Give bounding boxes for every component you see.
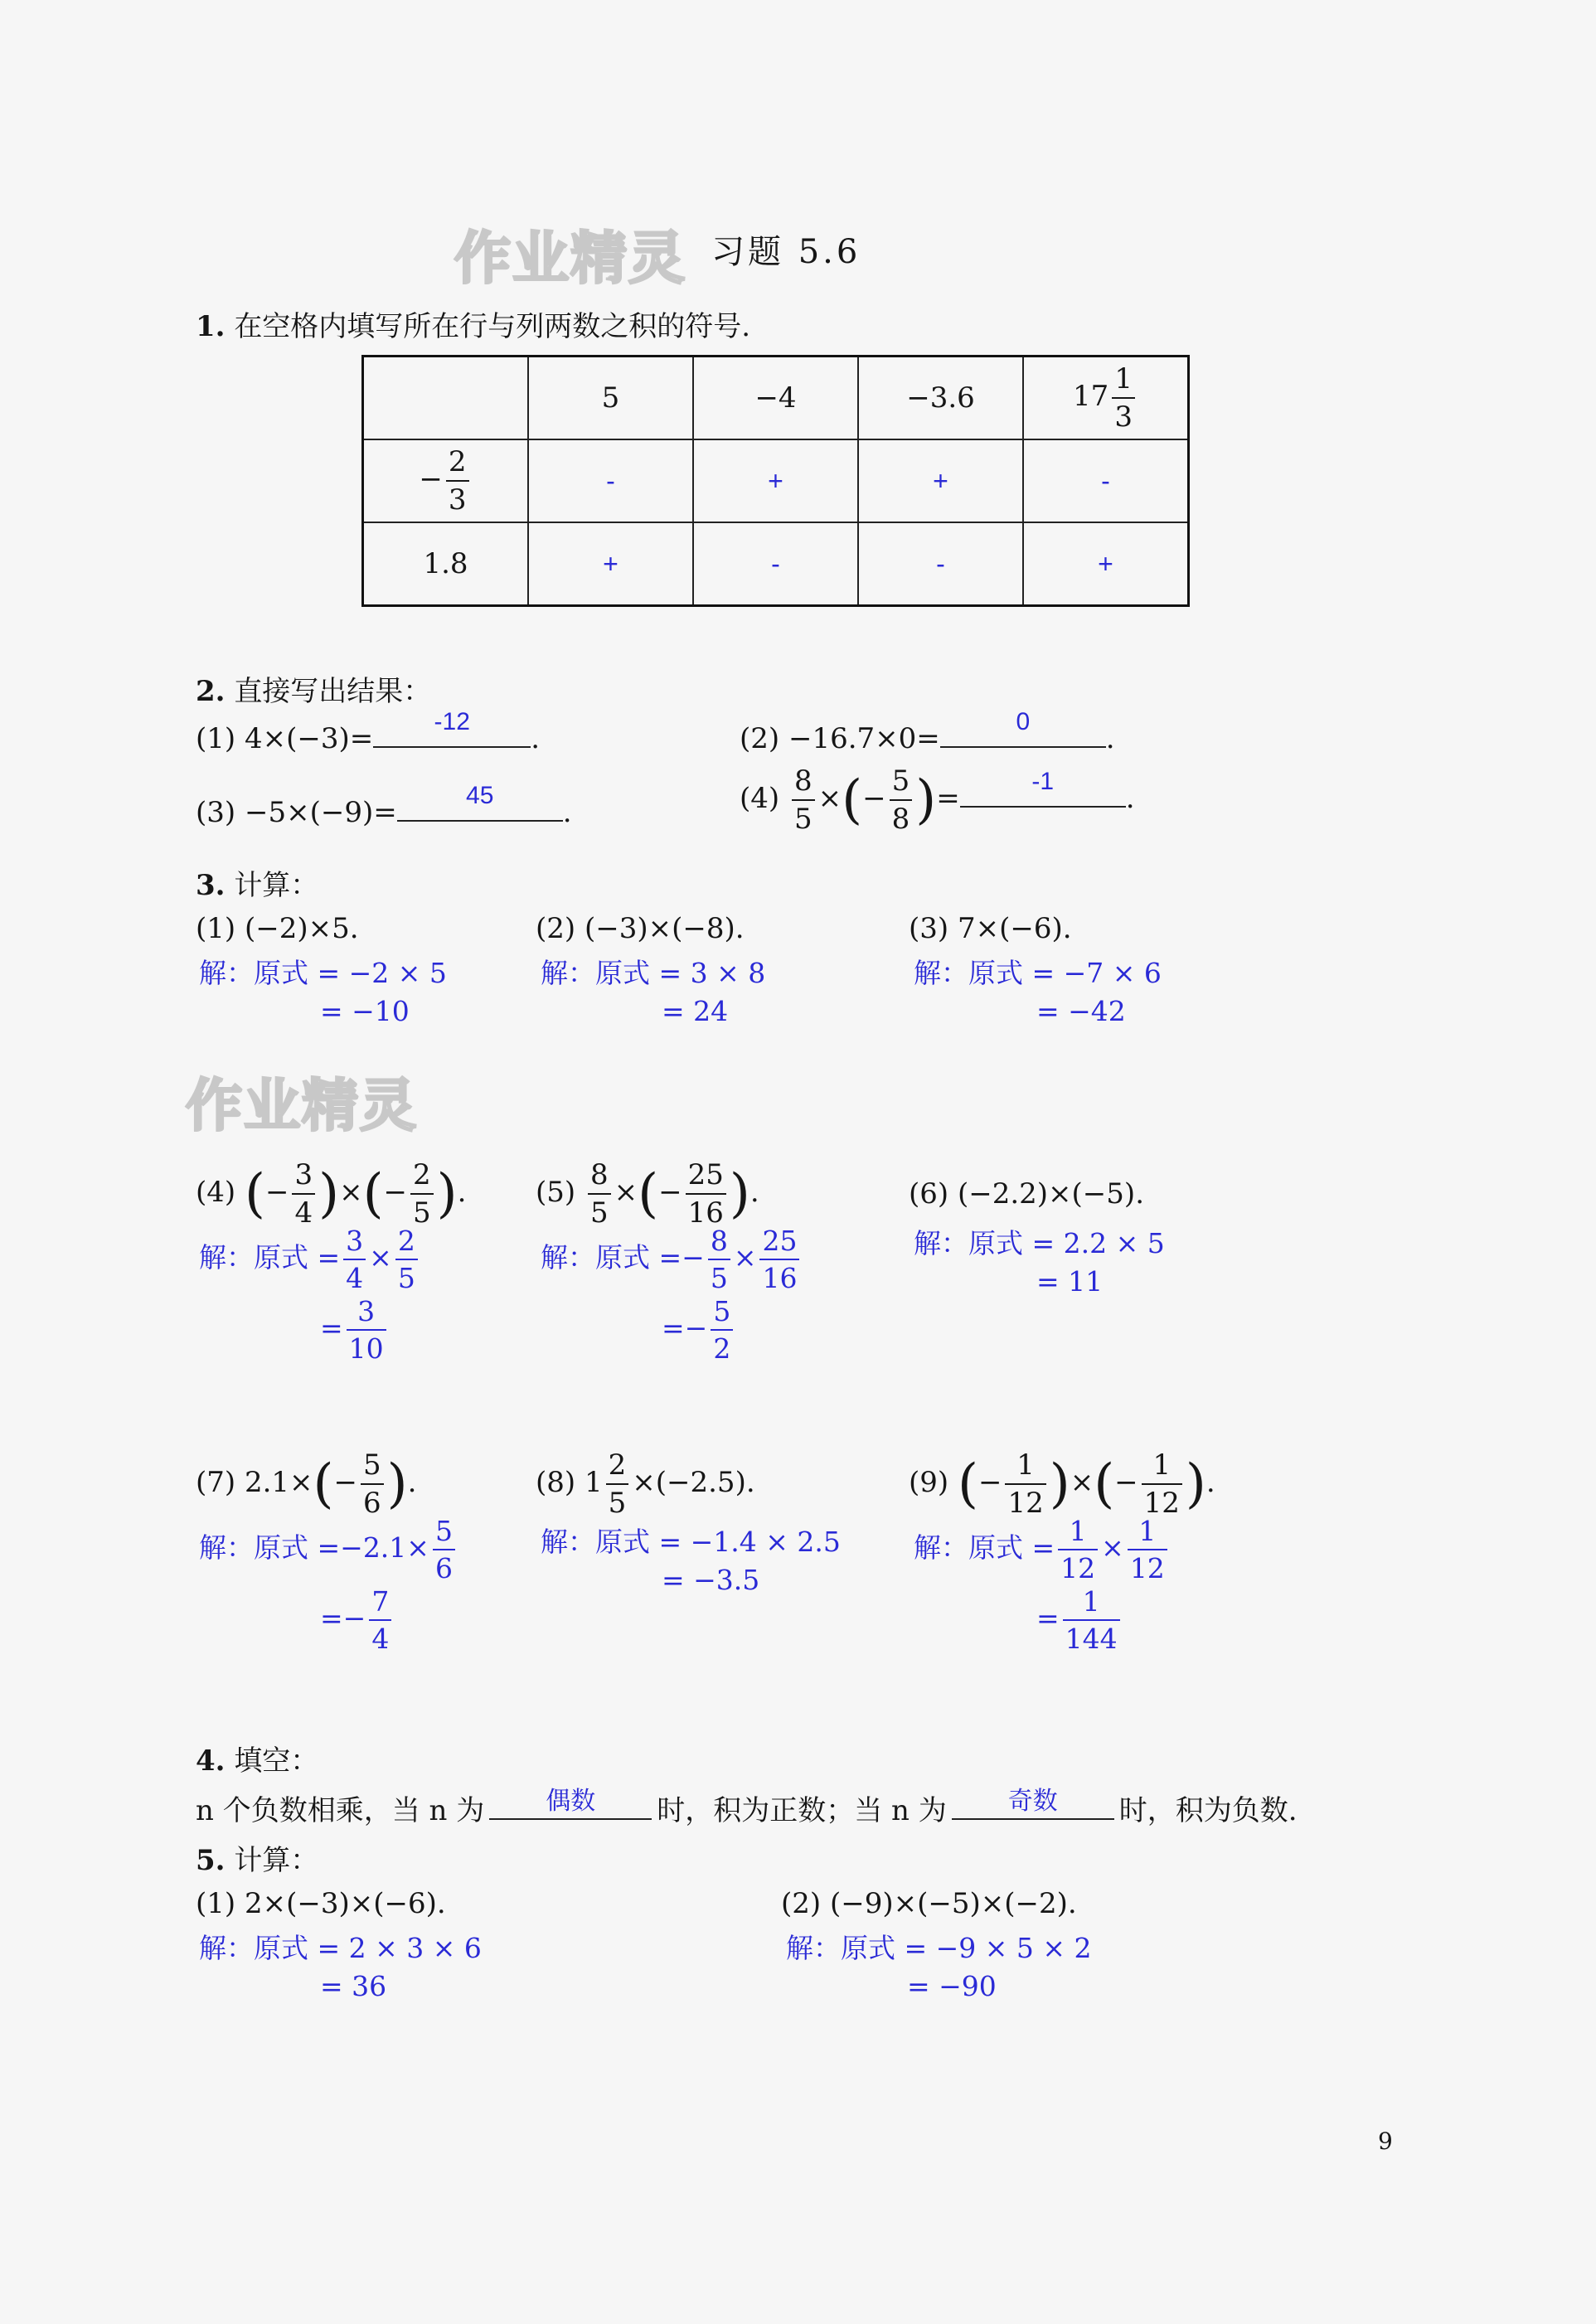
mixed-number-whole: 17 xyxy=(1073,380,1109,413)
numerator: 5 xyxy=(891,764,910,798)
denominator: 6 xyxy=(361,1483,384,1517)
solution-step: = −1.4 × 2.5 xyxy=(658,1526,841,1558)
q5-part-1-solution-line-2: = 36 xyxy=(320,1970,387,2002)
minus-sign: − xyxy=(419,463,443,496)
right-paren: ) xyxy=(318,1163,340,1225)
fraction xyxy=(292,1158,315,1230)
problem-label: (4) xyxy=(740,782,780,815)
numerator: 2 xyxy=(608,1448,627,1482)
q3-part-6-solution-line-2: = 11 xyxy=(1036,1265,1104,1298)
problem-text: ×(−2.5). xyxy=(632,1466,755,1499)
table-header-row xyxy=(363,357,1189,440)
problem-label: (5) xyxy=(536,1176,576,1209)
period: . xyxy=(1125,782,1135,815)
denominator: 12 xyxy=(1128,1549,1167,1582)
fraction xyxy=(1112,362,1135,434)
numerator: 1 xyxy=(1152,1448,1172,1482)
solution-prefix: 解：原式 xyxy=(199,957,308,989)
fraction xyxy=(446,445,469,517)
table-row-label: 1.8 xyxy=(363,522,529,606)
answer-cell: - xyxy=(858,522,1023,606)
q5-part-2-solution-line-2: = −90 xyxy=(907,1970,997,2002)
answer-blank xyxy=(373,708,531,748)
numerator: 5 xyxy=(713,1295,731,1327)
numerator: 1 xyxy=(1016,1448,1035,1482)
numerator: 1 xyxy=(1138,1515,1157,1547)
numerator: 8 xyxy=(793,764,813,798)
period: . xyxy=(407,1466,417,1499)
denominator: 144 xyxy=(1063,1619,1120,1652)
denominator: 5 xyxy=(395,1259,418,1292)
q3-part-3: (3) 7×(−6). xyxy=(909,912,1072,945)
left-paren: ( xyxy=(842,769,863,831)
solution-prefix: 解：原式 xyxy=(199,1241,308,1274)
minus-sign: − xyxy=(333,1466,357,1499)
minus-sign: − xyxy=(1114,1466,1138,1499)
answer-cell: - xyxy=(528,439,693,522)
period: . xyxy=(1205,1466,1215,1499)
question-text: 填空： xyxy=(234,1744,319,1778)
answer-text: 偶数 xyxy=(546,1788,596,1815)
question-number: 4. xyxy=(196,1744,226,1778)
q5-part-2-solution-line-1 xyxy=(786,1927,1092,1966)
solution-prefix: 解：原式 xyxy=(914,957,1023,989)
answer-cell: - xyxy=(693,522,858,606)
solution-prefix: 解：原式 xyxy=(541,957,650,989)
question-text: 计算： xyxy=(234,869,319,902)
q3-part-6: (6) (−2.2)×(−5). xyxy=(909,1177,1145,1211)
table-header-cell: −3.6 xyxy=(858,357,1023,440)
question-5 xyxy=(196,1837,318,1878)
denominator: 5 xyxy=(410,1193,434,1227)
numerator: 3 xyxy=(357,1295,376,1327)
denominator: 2 xyxy=(711,1329,733,1362)
answer-cell: + xyxy=(858,439,1023,522)
solution-prefix: 解：原式 xyxy=(541,1241,650,1274)
q3-part-1-solution-line-2: = −10 xyxy=(320,995,410,1027)
numerator: 1 xyxy=(1114,362,1133,395)
times-sign: × xyxy=(1070,1466,1094,1499)
period: . xyxy=(531,722,541,755)
question-4 xyxy=(196,1738,318,1778)
numerator: 5 xyxy=(363,1448,381,1482)
minus-sign: − xyxy=(340,1531,363,1564)
question-text: 直接写出结果： xyxy=(234,675,432,708)
answer-cell: + xyxy=(693,439,858,522)
table-row xyxy=(363,522,1189,606)
equals-sign: = xyxy=(662,1312,685,1344)
sign-table xyxy=(361,355,1190,607)
equals-sign: = xyxy=(1036,1602,1060,1634)
times-sign: × xyxy=(406,1531,429,1564)
table-header-cell xyxy=(1023,357,1189,440)
fill-text: n 个负数相乘，当 n 为 xyxy=(196,1794,485,1827)
solution-prefix: 解：原式 xyxy=(199,1932,308,1964)
denominator: 3 xyxy=(446,480,469,514)
q2-part-3 xyxy=(196,782,572,829)
q3-part-9-solution-line-1 xyxy=(914,1517,1171,1582)
q3-part-1-solution-line-1 xyxy=(199,952,447,991)
q3-part-8-solution-line-1 xyxy=(541,1521,841,1560)
denominator: 3 xyxy=(1112,397,1135,431)
denominator: 12 xyxy=(1058,1549,1098,1582)
table-row-label xyxy=(363,439,529,522)
fraction xyxy=(1142,1448,1182,1520)
right-paren: ) xyxy=(386,1453,408,1515)
period: . xyxy=(749,1176,759,1209)
equals-sign: = xyxy=(1031,1531,1055,1564)
question-text: 在空格内填写所在行与列两数之积的符号. xyxy=(234,310,751,343)
q3-part-9-solution-line-2 xyxy=(1036,1585,1123,1655)
minus-sign: − xyxy=(862,782,886,815)
question-number: 1. xyxy=(196,310,226,343)
left-paren: ( xyxy=(1094,1453,1115,1515)
q2-part-4 xyxy=(740,764,1135,836)
q3-part-2: (2) (−3)×(−8). xyxy=(536,912,745,945)
answer-text: 45 xyxy=(466,782,494,809)
answer-text: -1 xyxy=(1031,768,1055,795)
numerator: 8 xyxy=(589,1158,609,1191)
fraction xyxy=(433,1517,455,1582)
watermark-top: 作业精灵 xyxy=(454,226,687,292)
right-paren: ) xyxy=(1049,1453,1070,1515)
fraction xyxy=(1005,1448,1045,1520)
denominator: 4 xyxy=(343,1259,366,1292)
question-number: 3. xyxy=(196,869,226,902)
q3-part-4-solution-line-2 xyxy=(320,1295,390,1365)
times-sign: × xyxy=(339,1176,363,1209)
numerator: 25 xyxy=(762,1225,798,1257)
q3-part-9 xyxy=(909,1448,1215,1520)
question-number: 5. xyxy=(196,1844,226,1877)
q3-part-7 xyxy=(196,1448,417,1520)
denominator: 16 xyxy=(759,1259,799,1292)
equals-sign: = xyxy=(936,782,960,815)
q3-part-7-solution-line-2 xyxy=(320,1585,395,1655)
denominator: 5 xyxy=(792,799,815,833)
equals-sign: = xyxy=(320,1602,343,1634)
problem-label: (7) 2.1× xyxy=(196,1466,313,1499)
left-paren: ( xyxy=(362,1163,384,1225)
answer-blank xyxy=(940,708,1106,748)
fraction xyxy=(347,1295,386,1365)
denominator: 5 xyxy=(588,1193,611,1227)
q3-part-4 xyxy=(196,1158,467,1230)
fraction xyxy=(343,1227,366,1292)
q3-part-1: (1) (−2)×5. xyxy=(196,912,359,945)
equals-sign: = xyxy=(317,1241,341,1274)
left-paren: ( xyxy=(957,1453,978,1515)
problem-text: (1) 4×(−3)= xyxy=(196,722,374,755)
page-title: 习题 5.6 xyxy=(711,233,861,271)
right-paren: ) xyxy=(1185,1453,1206,1515)
q3-part-2-solution-line-1 xyxy=(541,952,765,991)
denominator: 5 xyxy=(606,1483,629,1517)
right-paren: ) xyxy=(729,1163,750,1225)
minus-sign: − xyxy=(684,1312,708,1344)
period: . xyxy=(1105,722,1115,755)
period: . xyxy=(457,1176,467,1209)
fraction xyxy=(890,764,913,836)
q3-part-4-solution-line-1 xyxy=(199,1227,421,1292)
fraction xyxy=(1058,1517,1098,1582)
numerator: 25 xyxy=(687,1158,724,1191)
numerator: 8 xyxy=(710,1225,728,1257)
answer-blank xyxy=(489,1790,652,1820)
period: . xyxy=(562,796,572,829)
right-paren: ) xyxy=(915,769,937,831)
q3-part-5-solution-line-1 xyxy=(541,1227,803,1292)
fraction xyxy=(606,1448,629,1520)
q3-part-6-solution-line-1 xyxy=(914,1222,1165,1261)
denominator: 10 xyxy=(347,1329,386,1362)
times-sign: × xyxy=(369,1241,392,1274)
solution-step: = −2 × 5 xyxy=(317,957,447,989)
solution-step: = 3 × 8 xyxy=(658,957,766,989)
left-paren: ( xyxy=(313,1453,334,1515)
times-sign: × xyxy=(614,1176,638,1209)
fraction xyxy=(792,764,815,836)
numerator: 2 xyxy=(413,1158,431,1191)
numerator: 1 xyxy=(1082,1585,1100,1618)
watermark-middle: 作业精灵 xyxy=(186,1074,419,1139)
question-1 xyxy=(196,303,750,344)
solution-step: = 2.2 × 5 xyxy=(1031,1227,1165,1259)
denominator: 4 xyxy=(292,1193,315,1227)
numerator: 5 xyxy=(434,1515,453,1547)
answer-text: 奇数 xyxy=(1007,1788,1058,1815)
fraction xyxy=(1128,1517,1167,1582)
solution-prefix: 解：原式 xyxy=(914,1227,1023,1259)
problem-label: (9) xyxy=(909,1466,949,1499)
fraction xyxy=(369,1585,391,1655)
minus-sign: − xyxy=(383,1176,408,1209)
times-sign: × xyxy=(817,782,842,815)
q3-part-3-solution-line-2: = −42 xyxy=(1036,995,1126,1027)
problem-label: (8) 1 xyxy=(536,1466,603,1499)
q3-part-5-solution-line-2 xyxy=(662,1295,736,1365)
fraction xyxy=(410,1158,434,1230)
denominator: 12 xyxy=(1142,1483,1182,1517)
question-number: 2. xyxy=(196,675,226,708)
table-row xyxy=(363,439,1189,522)
q3-part-8 xyxy=(536,1448,755,1520)
numerator: 3 xyxy=(346,1225,364,1257)
answer-cell: + xyxy=(1023,522,1189,606)
equals-sign: = xyxy=(658,1241,682,1274)
denominator: 16 xyxy=(686,1193,726,1227)
q5-part-2: (2) (−9)×(−5)×(−2). xyxy=(781,1887,1077,1920)
answer-text: -12 xyxy=(434,708,470,735)
solution-prefix: 解：原式 xyxy=(541,1526,650,1558)
problem-label: (4) xyxy=(196,1176,236,1209)
q3-part-2-solution-line-2: = 24 xyxy=(662,995,729,1027)
q5-part-1: (1) 2×(−3)×(−6). xyxy=(196,1887,446,1920)
q3-part-7-solution-line-1: 解：原式 =−2.1× $\frac{5}{6}$ xyxy=(199,1517,458,1582)
answer-blank xyxy=(397,782,563,822)
q3-part-8-solution-line-2: = −3.5 xyxy=(662,1564,760,1596)
solution-step: = −7 × 6 xyxy=(1031,957,1162,989)
fill-text: 时，积为负数. xyxy=(1118,1794,1298,1827)
minus-sign: − xyxy=(658,1176,682,1209)
question-3 xyxy=(196,862,318,903)
fraction xyxy=(361,1448,384,1520)
times-sign: × xyxy=(733,1241,757,1274)
denominator: 12 xyxy=(1005,1483,1045,1517)
q4-fill-line xyxy=(196,1788,1298,1828)
numerator: 7 xyxy=(371,1585,390,1618)
q2-part-2 xyxy=(740,708,1115,755)
solution-step: = 2 × 3 × 6 xyxy=(317,1932,482,1964)
left-paren: ( xyxy=(244,1163,265,1225)
fraction xyxy=(395,1227,418,1292)
problem-text: (2) −16.7×0= xyxy=(740,722,940,755)
answer-cell: - xyxy=(1023,439,1189,522)
right-paren: ) xyxy=(436,1163,458,1225)
answer-blank xyxy=(952,1790,1114,1820)
page-number: 9 xyxy=(1378,2128,1393,2155)
table-header-cell: 5 xyxy=(528,357,693,440)
problem-text: (3) −5×(−9)= xyxy=(196,796,397,829)
q2-part-1 xyxy=(196,708,541,755)
table-corner-cell xyxy=(363,357,529,440)
solution-prefix: 解：原式 xyxy=(914,1531,1023,1564)
equals-sign: = xyxy=(320,1312,343,1344)
left-paren: ( xyxy=(638,1163,659,1225)
denominator: 4 xyxy=(369,1619,391,1652)
q3-part-5 xyxy=(536,1158,759,1230)
fraction xyxy=(686,1158,726,1230)
times-sign: × xyxy=(1101,1531,1124,1564)
minus-sign: − xyxy=(682,1241,705,1274)
denominator: 8 xyxy=(890,799,913,833)
answer-text: 0 xyxy=(1016,708,1031,735)
solution-prefix: 解：原式 xyxy=(786,1932,895,1964)
equals-sign: = xyxy=(317,1531,341,1564)
q5-part-1-solution-line-1 xyxy=(199,1927,482,1966)
minus-sign: − xyxy=(264,1176,289,1209)
fraction xyxy=(711,1295,733,1365)
table-header-cell: −4 xyxy=(693,357,858,440)
fraction xyxy=(1063,1585,1120,1655)
question-text: 计算： xyxy=(234,1844,319,1877)
question-2 xyxy=(196,668,431,709)
denominator: 6 xyxy=(433,1549,455,1582)
answer-cell: + xyxy=(528,522,693,606)
denominator: 5 xyxy=(708,1259,730,1292)
fraction xyxy=(759,1227,799,1292)
numerator: 2 xyxy=(397,1225,415,1257)
q3-part-3-solution-line-1 xyxy=(914,952,1162,991)
answer-blank xyxy=(960,768,1126,808)
fraction xyxy=(588,1158,611,1230)
minus-sign: − xyxy=(342,1602,366,1634)
fraction xyxy=(708,1227,730,1292)
numerator: 3 xyxy=(294,1158,313,1191)
minus-sign: − xyxy=(977,1466,1002,1499)
fill-text: 时，积为正数；当 n 为 xyxy=(657,1794,947,1827)
solution-prefix: 解：原式 xyxy=(199,1531,308,1564)
numerator: 1 xyxy=(1069,1515,1087,1547)
solution-step: = −9 × 5 × 2 xyxy=(904,1932,1092,1964)
numerator: 2 xyxy=(448,445,467,478)
